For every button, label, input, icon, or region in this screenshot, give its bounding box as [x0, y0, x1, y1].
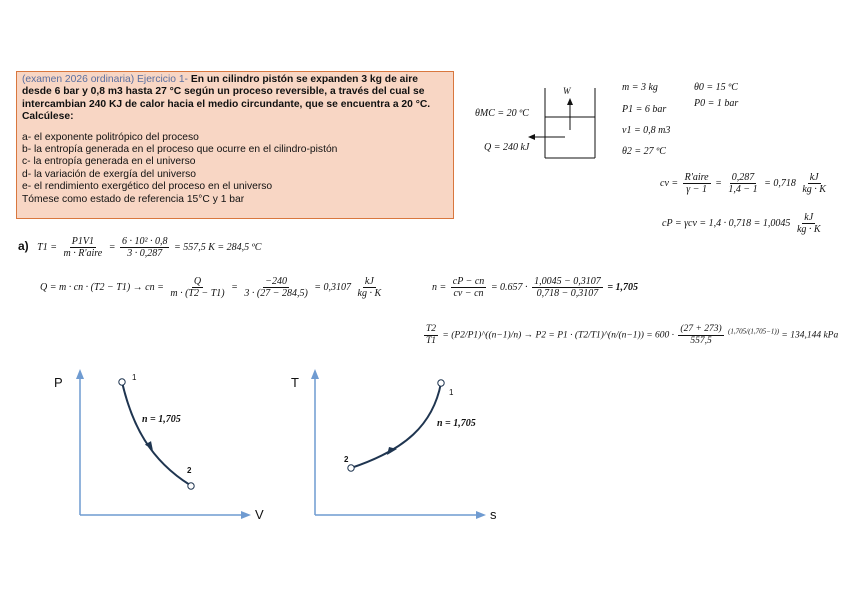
pv-diagram	[50, 365, 280, 530]
ts-y-label: T	[291, 375, 299, 390]
given-p0: P0 = 1 bar	[694, 98, 739, 109]
ts-x-arrow	[476, 511, 486, 519]
question-b: b- la entropía generada en el proceso que ocurre en el cilindro-pistón	[22, 144, 338, 156]
pv-y-arrow	[76, 369, 84, 379]
problem-statement-box	[16, 71, 454, 219]
problem-line-3: intercambian 240 KJ de calor hacia el medio circundante, que se encuentra a 20 °C.	[22, 98, 431, 110]
part-a-label: a)	[18, 238, 29, 253]
pv-point-2-label: 2	[187, 466, 192, 475]
heat-arrow-head	[528, 134, 535, 140]
question-e: e- el rendimiento exergético del proceso en el universo	[22, 181, 273, 193]
q-equation: Q = m · cn · (T2 − T1) → cn = $\frac{Q}{m \cdot (T2 - T1)}$ = $\frac{-240}{3 \cdot (27 - 284,5)}$ = 0,3107 $\frac{kJ}{kg \cdot K}$	[40, 276, 382, 299]
heat-label: Q = 240 kJ	[484, 142, 530, 153]
work-label: W	[563, 86, 571, 96]
problem-line-1: (examen 2026 ordinaria) Ejercicio 1- En un cilindro pistón se expanden 3 kg de aire	[22, 74, 419, 85]
pv-process-curve	[122, 382, 190, 485]
ts-point-1	[438, 380, 444, 386]
t1-equation: a) T1 = $\frac{P1V1}{\text{m · R'aire}}$ = $\frac{\text{6 · 10² · 0,8}}{3 \cdot 0,287}$ = 557,5 K = 284,5 ºC	[18, 236, 262, 259]
p2-equation: $\frac{T2}{T1}$ = (P2/P1)^((n−1)/n) → P2 = P1 · (T2/T1)^(n/(n−1)) = 600 · $\frac{(27 + 273)}{557,5}$ $^{(1,705/(1,705-1))}$ = 134,144 kPa	[426, 324, 839, 346]
given-theta0: θ0 = 15 ºC	[694, 82, 738, 93]
pv-y-label: P	[54, 375, 63, 390]
given-theta2: θ2 = 27 ºC	[622, 146, 666, 157]
pv-point-2	[188, 483, 194, 489]
ts-x-label: s	[490, 507, 497, 522]
cp-equation: cP = γcv = 1,4 · 0,718 = 1,0045 $\frac{kJ}{kg \cdot K}$	[662, 212, 821, 235]
ts-point-2	[348, 465, 354, 471]
given-v1: v1 = 0,8 m3	[622, 125, 671, 136]
pv-x-label: V	[255, 507, 264, 522]
ts-y-arrow	[311, 369, 319, 379]
cv-equation: cv = $\frac{\text{R'aire}}{\gamma - 1}$ = $\frac{0,287}{1,4 - 1}$ = 0,718 $\frac{kJ}{kg \cdot K}$	[660, 172, 826, 195]
problem-line-4: Calcúlese:	[22, 111, 74, 123]
ts-point-2-label: 2	[344, 455, 349, 464]
ts-point-1-label: 1	[449, 388, 454, 397]
question-d: d- la variación de exergía del universo	[22, 168, 197, 180]
piston-sketch	[470, 80, 610, 170]
ts-n-label: n = 1,705	[437, 418, 476, 429]
pv-n-label: n = 1,705	[142, 414, 181, 425]
ts-diagram	[285, 365, 515, 530]
reference-state: Tómese como estado de referencia 15°C y 1 bar	[22, 193, 245, 205]
surroundings-temp: θMC = 20 ºC	[475, 108, 529, 119]
pv-x-arrow	[241, 511, 251, 519]
exam-header: (examen 2026 ordinaria) Ejercicio 1-	[22, 74, 188, 85]
pv-point-1-label: 1	[132, 373, 137, 382]
n-equation: n = $\frac{cP - cn}{cv - cn}$ = 0.657 · $\frac{1,0045 - 0,3107}{0,718 - 0,3107}$ = 1,705	[432, 276, 639, 299]
ts-process-curve	[351, 383, 441, 468]
question-a: a- el exponente politrópico del proceso	[22, 131, 199, 143]
work-arrow-head	[567, 98, 573, 105]
pv-point-1	[119, 379, 125, 385]
question-c: c- la entropía generada en el universo	[22, 156, 196, 168]
given-p1: P1 = 6 bar	[622, 104, 667, 115]
spacer	[22, 124, 448, 132]
given-mass: m = 3 kg	[622, 82, 658, 93]
problem-line-2: desde 6 bar y 0,8 m3 hasta 27 °C según un proceso reversible, a través del cual se	[22, 86, 425, 98]
